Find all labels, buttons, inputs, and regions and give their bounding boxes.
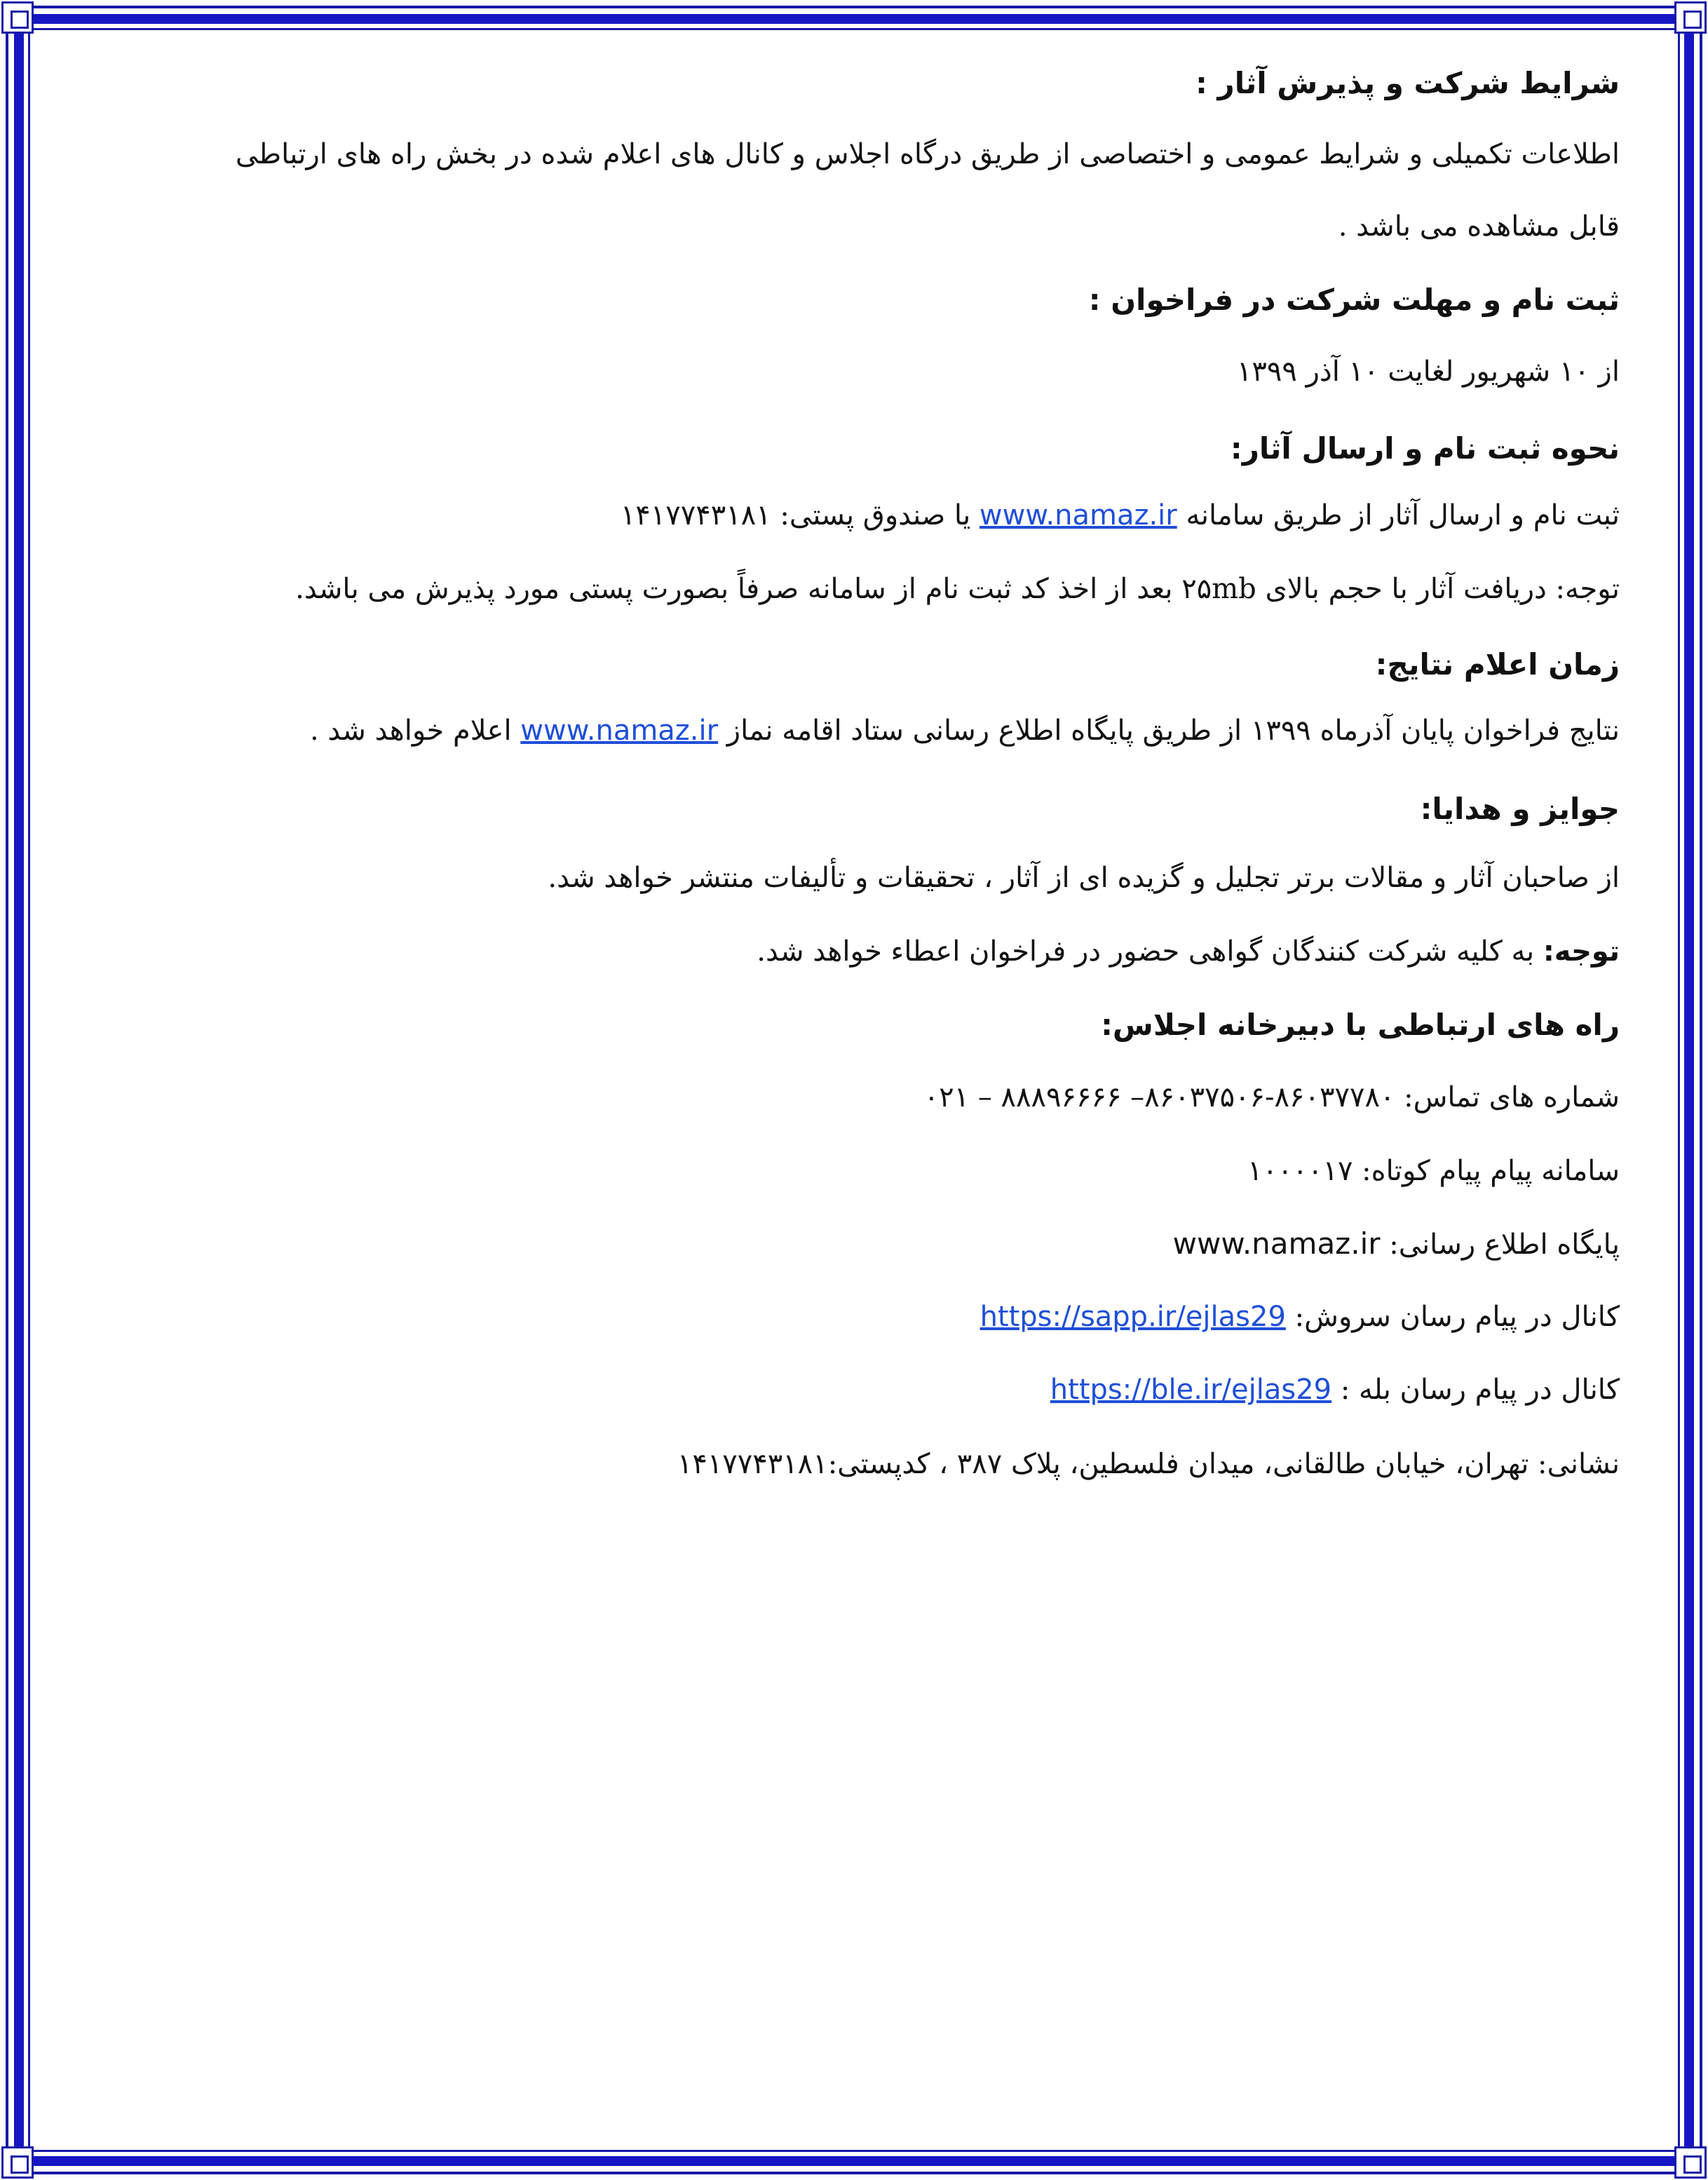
soroush-channel-link[interactable]: https://sapp.ir/ejlas29	[980, 1301, 1286, 1333]
prizes-note-text: به کلیه شرکت کنندگان گواهی حضور در فراخوان اعطاء خواهد شد.	[757, 935, 1543, 968]
results-text-before: نتایج فراخوان پایان آذرماه ۱۳۹۹ از طریق پایگاه اطلاع رسانی ستاد اقامه نماز	[718, 715, 1620, 747]
results-text-after: اعلام خواهد شد .	[309, 715, 521, 747]
terms-heading: شرایط شرکت و پذیرش آثار :	[1195, 66, 1620, 100]
contact-address: نشانی: تهران، خیابان طالقانی، میدان فلسطین، پلاک ۳۸۷ ، کدپستی:۱۴۱۷۷۴۳۱۸۱	[677, 1448, 1620, 1480]
contact-bale	[112, 1369, 1620, 1411]
contact-sms: سامانه پیام پیام کوتاه: ۱۰۰۰۰۱۷	[1247, 1155, 1620, 1187]
contact-website-label: پایگاه اطلاع رسانی:	[1380, 1228, 1620, 1261]
results-website-link[interactable]: www.namaz.ir	[520, 715, 719, 747]
contact-soroush-label: کانال در پیام رسان سروش:	[1285, 1301, 1620, 1333]
results-heading: زمان اعلام نتایج:	[1375, 647, 1620, 682]
contact-phones	[112, 1076, 1620, 1118]
terms-line-1: اطلاعات تکمیلی و شرایط عمومی و اختصاصی از طریق درگاه اجلاس و کانال های اعلام شده در بخش راه های ارتباطی	[235, 138, 1620, 170]
frame-corner-ornament	[1674, 1, 1707, 34]
contact-bale-label: کانال در پیام رسان بله :	[1331, 1374, 1620, 1406]
submission-note: توجه: دریافت آثار با حجم بالای ۲۵mb بعد از اخذ کد ثبت نام از سامانه صرفاً بصورت پستی مورد پذیرش می باشد.	[295, 573, 1620, 605]
submission-text-before: ثبت نام و ارسال آثار از طریق سامانه	[1186, 499, 1620, 532]
registration-heading: ثبت نام و مهلت شرکت در فراخوان :	[1088, 283, 1620, 317]
frame-corner-ornament	[1674, 2146, 1707, 2179]
submission-line	[112, 494, 1620, 536]
contact-phones-label: شماره های تماس:	[1395, 1081, 1620, 1113]
terms-line-2: قابل مشاهده می باشد .	[1338, 210, 1620, 243]
bale-channel-link[interactable]: https://ble.ir/ejlas29	[1050, 1374, 1332, 1406]
prizes-heading: جوایز و هدایا:	[1420, 792, 1620, 826]
frame-corner-ornament	[1, 2146, 34, 2179]
submission-website-link[interactable]: www.namaz.ir	[979, 499, 1177, 532]
submission-heading: نحوه ثبت نام و ارسال آثار:	[1230, 431, 1620, 466]
prizes-note-label: توجه:	[1543, 935, 1620, 968]
contact-soroush	[112, 1296, 1620, 1338]
frame-corner-ornament	[1, 1, 34, 34]
prizes-line: از صاحبان آثار و مقالات برتر تجلیل و گزیده ای از آثار ، تحقیقات و تألیفات منتشر خواهد شد.	[548, 862, 1620, 894]
prizes-note	[112, 930, 1620, 973]
registration-deadline: از ۱۰ شهریور لغایت ۱۰ آذر ۱۳۹۹	[1236, 356, 1620, 388]
submission-text-after: یا صندوق پستی: ۱۴۱۷۷۴۳۱۸۱	[620, 499, 980, 532]
contact-phones-value: ۸۶۰۳۷۷۸۰-۸۶۰۳۷۵۰۶– ۸۸۸۹۶۶۶۶ – ۰۲۱	[923, 1081, 1395, 1113]
contact-website-value[interactable]: www.namaz.ir	[1172, 1226, 1381, 1261]
contact-heading: راه های ارتباطی با دبیرخانه اجلاس:	[1101, 1008, 1620, 1042]
results-line	[112, 710, 1620, 752]
contact-website	[112, 1223, 1620, 1266]
